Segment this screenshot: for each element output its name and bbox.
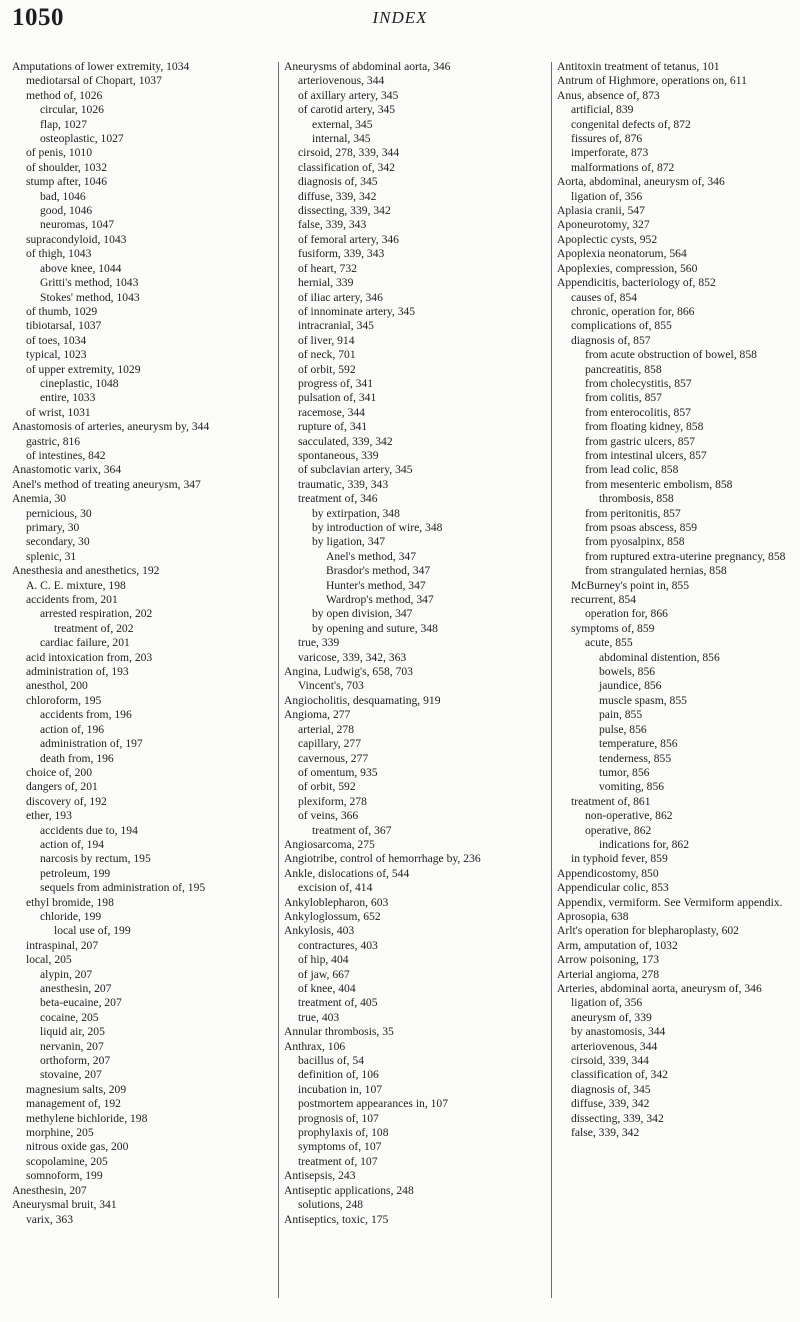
index-subentry: from peritonitis, 857 [585,506,681,520]
index-subentry: of intestines, 842 [26,448,106,462]
index-subentry: by open division, 347 [312,607,413,621]
index-subentry: accidents from, 201 [26,593,118,607]
index-subentry: operative, 862 [585,823,652,837]
index-subentry: from intestinal ulcers, 857 [585,448,707,462]
index-subentry: contractures, 403 [298,938,378,952]
index-heading: Anastomosis of arteries, aneurysm by, 344 [12,420,210,434]
index-subentry: petroleum, 199 [40,866,111,880]
index-subentry: solutions, 248 [298,1198,364,1212]
index-subentry: of toes, 1034 [26,333,87,347]
index-subentry: gastric, 816 [26,434,81,448]
index-subentry: arteriovenous, 344 [298,74,385,88]
index-subentry: capillary, 277 [298,737,361,751]
index-subentry: methylene bichloride, 198 [26,1111,148,1125]
index-subentry: pernicious, 30 [26,506,92,520]
index-subentry: splenic, 31 [26,549,77,563]
index-subentry: operation for, 866 [585,607,668,621]
index-subentry: acute, 855 [585,636,633,650]
index-subentry: rupture of, 341 [298,420,368,434]
index-subentry: osteoplastic, 1027 [40,132,124,146]
index-subentry: of orbit, 592 [298,780,356,794]
index-subentry: from mesenteric embolism, 858 [585,477,733,491]
index-subentry: false, 339, 343 [298,218,367,232]
index-subentry: of knee, 404 [298,982,356,995]
index-subentry: death from, 196 [40,751,114,765]
index-heading: Antisepsis, 243 [284,1169,356,1183]
index-heading: Anastomotic varix, 364 [12,463,122,477]
index-heading: Amputations of lower extremity, 1034 [12,60,190,73]
index-subentry: morphine, 205 [26,1126,94,1140]
index-subentry: classification of, 342 [571,1068,668,1082]
index-subentry: fusiform, 339, 343 [298,247,385,261]
index-subentry: dissecting, 339, 342 [298,204,391,218]
index-subentry: diagnosis of, 345 [298,175,378,189]
column-divider [278,62,279,1298]
index-subentry: diagnosis of, 857 [571,333,651,347]
index-subentry: causes of, 854 [571,290,638,304]
index-subentry: supracondyloid, 1043 [26,232,127,246]
index-heading: Appendicular colic, 853 [557,881,669,895]
index-subentry: fissures of, 876 [571,132,643,146]
index-subentry: above knee, 1044 [40,261,122,275]
index-subentry: alypin, 207 [40,967,93,981]
index-subentry: somnoform, 199 [26,1169,103,1183]
index-subentry: prophylaxis of, 108 [298,1126,389,1140]
index-subentry: of thumb, 1029 [26,304,98,318]
index-subentry: chronic, operation for, 866 [571,304,695,318]
index-subentry: by anastomosis, 344 [571,1025,666,1039]
index-heading: Angina, Ludwig's, 658, 703 [284,665,413,679]
index-subentry: arteriovenous, 344 [571,1039,658,1053]
index-subentry: tibiotarsal, 1037 [26,319,102,333]
index-heading: Ankle, dislocations of, 544 [284,866,410,880]
index-subentry: Anel's method, 347 [326,549,416,563]
index-heading: Ankyloblepharon, 603 [284,895,389,909]
index-subentry: from psoas abscess, 859 [585,521,698,534]
index-subentry: management of, 192 [26,1097,121,1111]
index-subentry: pulsation of, 341 [298,391,377,405]
index-heading: Antiseptics, toxic, 175 [284,1212,389,1226]
index-subentry: ether, 193 [26,809,72,823]
index-subentry: cineplastic, 1048 [40,376,119,390]
index-subentry: recurrent, 854 [571,593,637,607]
index-heading: Antrum of Highmore, operations on, 611 [557,74,747,88]
index-heading: Anemia, 30 [12,492,67,506]
index-subentry: neuromas, 1047 [40,218,115,232]
index-subentry: Hunter's method, 347 [326,578,426,592]
index-subentry: McBurney's point in, 855 [571,578,690,592]
index-heading: Apoplexies, compression, 560 [557,261,698,275]
index-heading: Anthrax, 106 [284,1039,346,1053]
index-subentry: intraspinal, 207 [26,938,99,952]
index-subentry: arterial, 278 [298,722,355,736]
index-subentry: cocaine, 205 [40,1010,99,1024]
index-subentry: primary, 30 [26,521,80,534]
index-subentry: of femoral artery, 346 [298,232,399,246]
index-heading: Angioma, 277 [284,708,351,722]
index-subentry: A. C. E. mixture, 198 [26,578,126,592]
index-heading: Appendicostomy, 850 [557,866,659,880]
index-subentry: of liver, 914 [298,333,355,347]
index-heading: Arrow poisoning, 173 [557,953,660,967]
index-subentry: progress of, 341 [298,376,374,390]
index-heading: Aneurysmal bruit, 341 [12,1198,117,1212]
index-subentry: of upper extremity, 1029 [26,362,141,376]
index-subentry: abdominal distention, 856 [599,650,720,664]
index-column-3 [557,60,793,1140]
index-subentry: treatment of, 367 [312,823,392,837]
index-subentry: of orbit, 592 [298,362,356,376]
index-subentry: nervanin, 207 [40,1039,104,1053]
index-subentry: diffuse, 339, 342 [571,1097,650,1111]
index-subentry: sacculated, 339, 342 [298,434,393,448]
index-subentry: from colitis, 857 [585,391,662,405]
index-heading: Appendix, vermiform. See Vermiform appendix. [557,895,783,909]
index-subentry: narcosis by rectum, 195 [40,852,151,866]
index-heading: Antiseptic applications, 248 [284,1183,414,1197]
index-subentry: pancreatitis, 858 [585,362,662,376]
index-subentry: definition of, 106 [298,1068,379,1082]
index-heading: Angiosarcoma, 275 [284,837,375,851]
index-subentry: diagnosis of, 345 [571,1082,651,1096]
index-subentry: non-operative, 862 [585,809,673,823]
index-subentry: chloride, 199 [40,909,102,923]
index-subentry: imperforate, 873 [571,146,649,160]
index-subentry: incubation in, 107 [298,1082,383,1096]
index-subentry: tumor, 856 [599,765,650,779]
running-title: INDEX [372,8,428,27]
index-subentry: action of, 194 [40,837,105,851]
index-subentry: of omentum, 935 [298,765,378,779]
index-subentry: bacillus of, 54 [298,1054,365,1068]
index-heading: Aprosopia, 638 [557,909,629,923]
index-subentry: varicose, 339, 342, 363 [298,650,407,664]
page-number: 1050 [12,4,64,31]
index-subentry: entire, 1033 [40,391,96,405]
index-subentry: complications of, 855 [571,319,672,333]
index-subentry: intracranial, 345 [298,319,374,333]
index-subentry: hernial, 339 [298,276,354,290]
index-subentry: vomiting, 856 [599,780,665,794]
index-subentry: ethyl bromide, 198 [26,895,114,909]
index-column-2 [284,60,544,1227]
index-subentry: secondary, 30 [26,535,90,549]
index-subentry: typical, 1023 [26,348,87,362]
index-heading: Aorta, abdominal, aneurysm of, 346 [557,175,725,189]
index-subentry: postmortem appearances in, 107 [298,1097,449,1111]
index-subentry: from pyosalpinx, 858 [585,535,685,549]
index-subentry: of penis, 1010 [26,146,93,160]
index-subentry: classification of, 342 [298,160,395,174]
index-subentry: treatment of, 405 [298,996,378,1010]
index-subentry: temperature, 856 [599,737,678,751]
index-subentry: from strangulated hernias, 858 [585,564,727,578]
index-subentry: mediotarsal of Chopart, 1037 [26,74,162,88]
index-subentry: treatment of, 202 [54,621,134,635]
index-subentry: of subclavian artery, 345 [298,463,413,477]
index-heading: Apoplexia neonatorum, 564 [557,247,687,261]
index-subentry: action of, 196 [40,722,105,736]
index-subentry: diffuse, 339, 342 [298,189,377,203]
index-subentry: of axillary artery, 345 [298,88,399,102]
index-heading: Angiotribe, control of hemorrhage by, 236 [284,852,481,866]
index-subentry: aneurysm of, 339 [571,1010,652,1024]
index-heading: Ankyloglossum, 652 [284,909,381,923]
index-subentry: plexiform, 278 [298,794,367,808]
index-subentry: of jaw, 667 [298,967,350,981]
index-subentry: in typhoid fever, 859 [571,852,668,866]
index-subentry: spontaneous, 339 [298,448,379,462]
index-subentry: treatment of, 861 [571,794,651,808]
index-subentry: true, 403 [298,1010,340,1024]
index-heading: Arterial angioma, 278 [557,967,660,981]
index-subentry: artificial, 839 [571,103,634,117]
index-subentry: sequels from administration of, 195 [40,881,206,895]
index-subentry: varix, 363 [26,1212,74,1226]
index-heading: Anel's method of treating aneurysm, 347 [12,477,201,491]
index-subentry: good, 1046 [40,204,93,218]
index-subentry: ligation of, 356 [571,189,643,203]
index-heading: Antitoxin treatment of tetanus, 101 [557,60,720,73]
index-subentry: cirsoid, 339, 344 [571,1054,649,1068]
index-subentry: false, 339, 342 [571,1126,640,1140]
index-subentry: by extirpation, 348 [312,506,400,520]
index-subentry: by opening and suture, 348 [312,621,438,635]
index-subentry: from ruptured extra-uterine pregnancy, 858 [585,549,786,563]
index-subentry: by introduction of wire, 348 [312,521,443,534]
index-heading: Annular thrombosis, 35 [284,1025,394,1039]
index-subentry: true, 339 [298,636,340,650]
index-subentry: symptoms of, 107 [298,1140,382,1154]
index-subentry: choice of, 200 [26,765,92,779]
index-subentry: from floating kidney, 858 [585,420,704,434]
index-column-1 [12,60,271,1227]
index-subentry: dangers of, 201 [26,780,98,794]
index-subentry: tenderness, 855 [599,751,672,765]
index-heading: Anesthesin, 207 [12,1183,87,1197]
index-subentry: discovery of, 192 [26,794,107,808]
index-subentry: traumatic, 339, 343 [298,477,389,491]
index-subentry: of neck, 701 [298,348,356,362]
index-subentry: of innominate artery, 345 [298,304,416,318]
index-subentry: flap, 1027 [40,117,88,131]
index-subentry: muscle spasm, 855 [599,693,687,707]
index-subentry: administration of, 197 [40,737,143,751]
index-heading: Appendicitis, bacteriology of, 852 [557,276,716,290]
index-subentry: cardiac failure, 201 [40,636,130,650]
index-subentry: bowels, 856 [599,665,656,679]
index-subentry: from acute obstruction of bowel, 858 [585,348,757,362]
index-subentry: Brasdor's method, 347 [326,564,431,578]
index-subentry: method of, 1026 [26,88,103,102]
index-heading: Aplasia cranii, 547 [557,204,645,218]
index-subentry: of carotid artery, 345 [298,103,396,117]
index-subentry: pulse, 856 [599,722,647,736]
index-subentry: cavernous, 277 [298,751,369,765]
index-subentry: ligation of, 356 [571,996,643,1010]
index-subentry: Vincent's, 703 [298,679,364,693]
index-subentry: of shoulder, 1032 [26,160,108,174]
index-subentry: jaundice, 856 [599,679,662,693]
index-subentry: thrombosis, 858 [599,492,674,506]
index-subentry: stovaine, 207 [40,1068,102,1082]
index-heading: Arlt's operation for blepharoplasty, 602 [557,924,739,938]
index-heading: Aponeurotomy, 327 [557,218,650,232]
index-subentry: symptoms of, 859 [571,621,655,635]
index-subentry: of iliac artery, 346 [298,290,383,304]
index-subentry: Gritti's method, 1043 [40,276,139,290]
index-subentry: internal, 345 [312,132,371,146]
index-subentry: acid intoxication from, 203 [26,650,153,664]
index-heading: Ankylosis, 403 [284,924,355,938]
index-subentry: of thigh, 1043 [26,247,92,261]
index-heading: Angiocholitis, desquamating, 919 [284,693,441,707]
index-heading: Arm, amputation of, 1032 [557,938,678,952]
index-subentry: magnesium salts, 209 [26,1082,127,1096]
index-subentry: of heart, 732 [298,261,357,275]
index-subentry: dissecting, 339, 342 [571,1111,664,1125]
index-subentry: excision of, 414 [298,881,373,895]
index-subentry: accidents from, 196 [40,708,132,722]
index-subentry: chloroform, 195 [26,693,102,707]
page-header [0,0,800,40]
index-subentry: nitrous oxide gas, 200 [26,1140,129,1154]
index-subentry: congenital defects of, 872 [571,117,691,131]
index-subentry: pain, 855 [599,708,643,722]
index-subentry: liquid air, 205 [40,1025,105,1039]
index-heading: Anus, absence of, 873 [557,88,660,102]
index-subentry: orthoform, 207 [40,1054,111,1068]
index-subentry: administration of, 193 [26,665,129,679]
index-subentry: from enterocolitis, 857 [585,405,691,419]
index-subentry: treatment of, 107 [298,1154,378,1168]
index-subentry: of hip, 404 [298,953,349,967]
index-subentry: from gastric ulcers, 857 [585,434,696,448]
column-divider [551,62,552,1298]
index-heading: Arteries, abdominal aorta, aneurysm of, 346 [557,982,762,995]
index-subentry: accidents due to, 194 [40,823,138,837]
index-subentry: circular, 1026 [40,103,104,117]
index-subentry: by ligation, 347 [312,535,386,549]
index-subentry: Stokes' method, 1043 [40,290,140,304]
index-heading: Aneurysms of abdominal aorta, 346 [284,60,451,73]
index-heading: Anesthesia and anesthetics, 192 [12,564,160,578]
index-subentry: racemose, 344 [298,405,365,419]
index-subentry: anesthol, 200 [26,679,88,693]
index-subentry: stump after, 1046 [26,175,107,189]
index-subentry: malformations of, 872 [571,160,675,174]
index-subentry: treatment of, 346 [298,492,378,506]
index-subentry: of wrist, 1031 [26,405,91,419]
index-subentry: prognosis of, 107 [298,1111,379,1125]
index-subentry: anesthesin, 207 [40,982,112,995]
index-subentry: arrested respiration, 202 [40,607,153,621]
index-subentry: local, 205 [26,953,72,967]
index-subentry: scopolamine, 205 [26,1154,108,1168]
index-subentry: from lead colic, 858 [585,463,679,477]
index-subentry: Wardrop's method, 347 [326,593,434,607]
index-subentry: beta-eucaine, 207 [40,996,122,1010]
index-subentry: external, 345 [312,117,373,131]
index-subentry: bad, 1046 [40,189,86,203]
index-subentry: of veins, 366 [298,809,359,823]
index-subentry: local use of, 199 [54,924,131,938]
index-subentry: from cholecystitis, 857 [585,376,692,390]
index-heading: Apoplectic cysts, 952 [557,232,658,246]
index-subentry: indications for, 862 [599,837,690,851]
index-subentry: cirsoid, 278, 339, 344 [298,146,400,160]
